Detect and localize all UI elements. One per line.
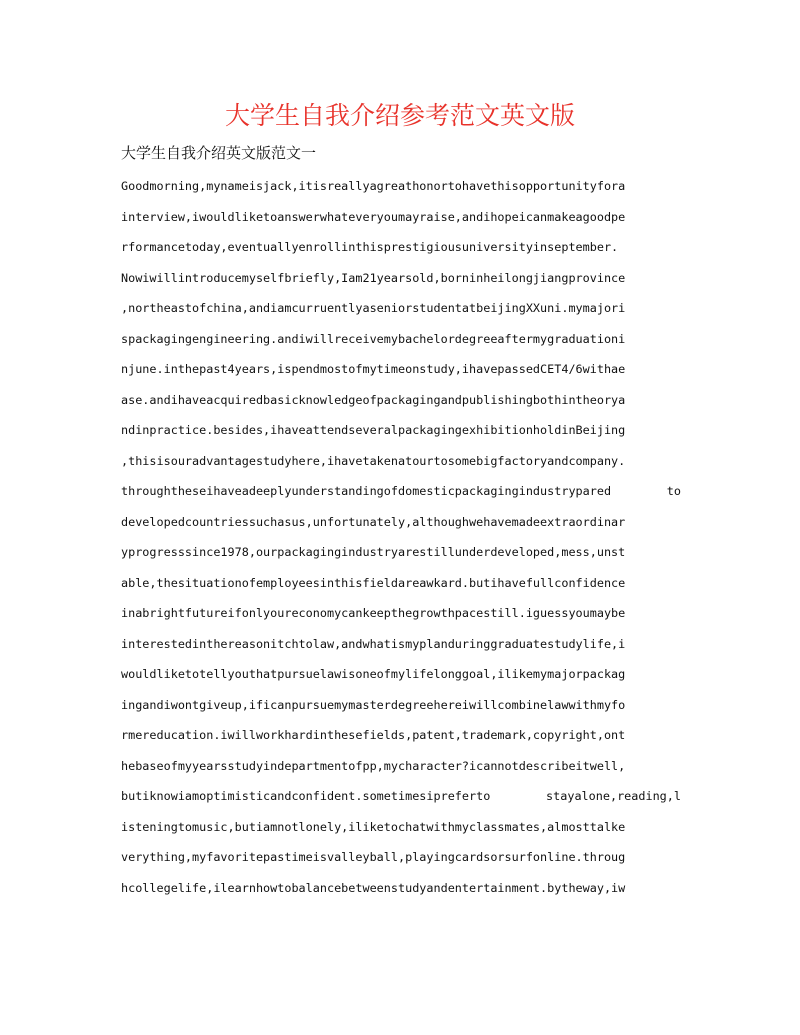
body-text-line: interestedinthereasonitchtolaw,andwhatismyplanduringgraduatestudylife,i xyxy=(121,636,626,651)
body-text-line: ,northeastofchina,andiamcurruentlyaseniorstudentatbeijingXXuni.mymajori xyxy=(121,301,626,315)
body-text-line: ingandiwontgiveup,ificanpursuemymasterdegreehereiwillcombinelawwithmyfo xyxy=(121,697,626,712)
body-text-line: interview,iwouldliketoanswerwhateveryoumayraise,andihopeicanmakeagoodpe xyxy=(121,209,626,224)
body-text-line: ase.andihaveacquiredbasicknowledgeofpackagingandpublishingbothintheorya xyxy=(121,392,626,407)
body-text-line: spackagingengineering.andiwillreceivemybachelordegreeaftermygraduationi xyxy=(121,331,626,346)
body-text-line: butiknowiamoptimisticandconfident.sometimesipreferto stayalone,reading,l xyxy=(121,789,681,803)
body-text-line: isteningtomusic,butiamnotlonely,iliketochatwithmyclassmates,almosttalke xyxy=(121,819,626,834)
body-text-line: inabrightfutureifonlyoureconomycankeepthegrowthpacestill.iguessyoumaybe xyxy=(121,606,626,620)
body-text-line: throughtheseihaveadeeplyunderstandingofdomesticpackagingindustrypared to xyxy=(121,484,681,498)
body-text-line: yprogresssince1978,ourpackagingindustryarestillunderdeveloped,mess,unst xyxy=(121,545,626,559)
body-text-line: Goodmorning,mynameisjack,itisreallyagreathonortohavethisopportunityfora xyxy=(121,179,626,193)
body-text xyxy=(121,171,681,903)
body-text-line: rmereducation.iwillworkhardinthesefields,patent,trademark,copyright,ont xyxy=(121,728,626,742)
body-text-line: wouldliketotellyouthatpursuelawisoneofmylifelonggoal,ilikemymajorpackag xyxy=(121,667,626,681)
body-text-line: ,thisisouradvantagestudyhere,ihavetakenatourtosomebigfactoryandcompany. xyxy=(121,453,626,468)
body-text-line: njune.inthepast4years,ispendmostofmytimeonstudy,ihavepassedCET4/6withae xyxy=(121,362,626,376)
section-heading: 大学生自我介绍英文版范文一 xyxy=(121,144,317,162)
body-text-line: hcollegelife,ilearnhowtobalancebetweenstudyandentertainment.bytheway,iw xyxy=(121,880,626,895)
body-text-line: ndinpractice.besides,ihaveattendseveralpackagingexhibitionholdinBeijing xyxy=(121,423,626,437)
body-text-line: verything,myfavoritepastimeisvalleyball,playingcardsorsurfonline.throug xyxy=(121,850,626,864)
body-text-line: Nowiwillintroducemyselfbriefly,Iam21yearsold,borninheilongjiangprovince xyxy=(121,270,626,285)
body-text-line: hebaseofmyyearsstudyindepartmentofpp,mycharacter?icannotdescribeitwell, xyxy=(121,758,626,773)
body-text-line: developedcountriessuchasus,unfortunately,althoughwehavemadeextraordinar xyxy=(121,514,626,529)
document-title: 大学生自我介绍参考范文英文版 xyxy=(224,101,575,130)
body-text-line: rformancetoday,eventuallyenrollinthisprestigiousuniversityinseptember. xyxy=(121,240,619,254)
body-text-line: able,thesituationofemployeesinthisfieldareawkard.butihavefullconfidence xyxy=(121,575,626,590)
